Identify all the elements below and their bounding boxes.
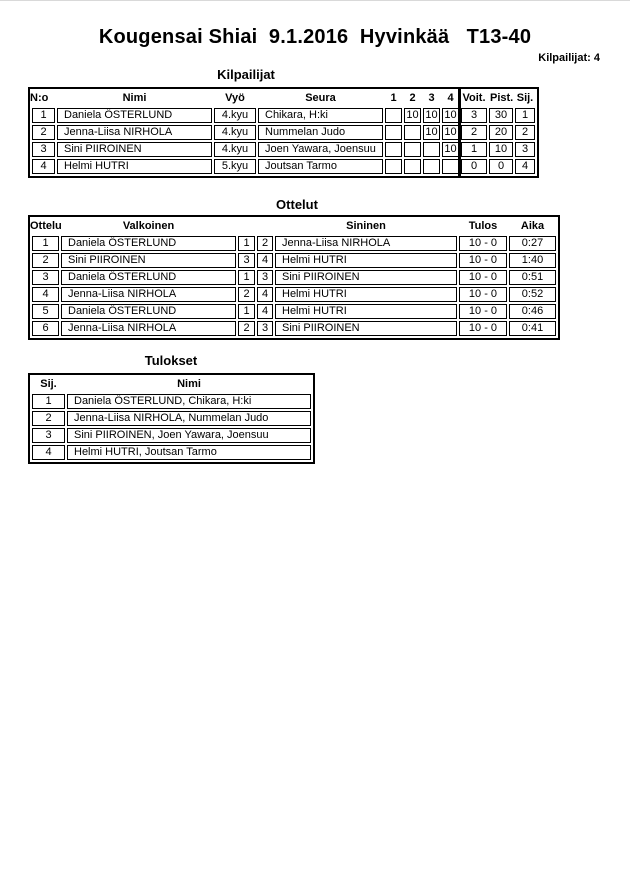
cell-match-2: 10: [404, 108, 421, 123]
cell-seura: Nummelan Judo: [258, 125, 383, 140]
col-header-sij: Sij.: [516, 92, 534, 104]
col-header-match-3: 3: [428, 92, 435, 104]
cell-no: 4: [32, 159, 55, 174]
col-header-match-4: 4: [447, 92, 454, 104]
cell-tulos: 10 - 0: [459, 270, 507, 285]
cell-sininen: Jenna-Liisa NIRHOLA: [275, 236, 457, 251]
cell-aika: 0:46: [509, 304, 556, 319]
tulokset-table-wrapper: [28, 373, 315, 464]
cell-pist: 30: [489, 108, 513, 123]
cell-sininen: Helmi HUTRI: [275, 287, 457, 302]
cell-match-1: [385, 108, 402, 123]
cell-voit: 3: [461, 108, 487, 123]
cell-sininen: Helmi HUTRI: [275, 253, 457, 268]
cell-match-4: 10: [442, 108, 459, 123]
col-header-sininen: Sininen: [346, 220, 386, 232]
cell-pist: 0: [489, 159, 513, 174]
col-header-pist: Pist.: [490, 92, 514, 104]
col-header-white-number: [238, 219, 255, 234]
cell-nimi: Helmi HUTRI, Joutsan Tarmo: [67, 445, 311, 460]
cell-valkoinen: Sini PIIROINEN: [61, 253, 236, 268]
section-label-kilpailijat: Kilpailijat: [217, 67, 275, 82]
table-row: [32, 287, 556, 302]
col-header-voit: Voit.: [462, 92, 486, 104]
cell-white-number: 1: [238, 236, 255, 251]
cell-match-no: 2: [32, 253, 59, 268]
cell-blue-number: 2: [257, 236, 273, 251]
cell-nimi: Daniela ÖSTERLUND, Chikara, H:ki: [67, 394, 311, 409]
cell-tulos: 10 - 0: [459, 304, 507, 319]
table-row: [32, 411, 311, 426]
col-header-valkoinen: Valkoinen: [122, 220, 175, 232]
cell-aika: 0:27: [509, 236, 556, 251]
col-header-tulos: Tulos: [468, 220, 498, 232]
cell-sij: 2: [515, 125, 535, 140]
cell-sij: 4: [32, 445, 65, 460]
cell-match-2: [404, 125, 421, 140]
table-header-row: [32, 219, 556, 234]
cell-sij: 2: [32, 411, 65, 426]
cell-match-1: [385, 159, 402, 174]
cell-vyo: 5.kyu: [214, 159, 256, 174]
cell-nimi: Sini PIIROINEN: [57, 142, 212, 157]
cell-sininen: Sini PIIROINEN: [275, 270, 457, 285]
cell-sininen: Helmi HUTRI: [275, 304, 457, 319]
col-header-vyo: Vyö: [225, 92, 245, 104]
col-header-nimi: Nimi: [122, 92, 147, 104]
cell-no: 1: [32, 108, 55, 123]
cell-valkoinen: Jenna-Liisa NIRHOLA: [61, 321, 236, 336]
cell-no: 2: [32, 125, 55, 140]
table-row: [32, 394, 311, 409]
cell-aika: 1:40: [509, 253, 556, 268]
cell-blue-number: 4: [257, 304, 273, 319]
table-row: [32, 428, 311, 443]
col-header-match-2: 2: [409, 92, 416, 104]
cell-valkoinen: Daniela ÖSTERLUND: [61, 236, 236, 251]
cell-white-number: 2: [238, 287, 255, 302]
cell-blue-number: 4: [257, 287, 273, 302]
cell-match-4: [442, 159, 459, 174]
cell-match-3: [423, 142, 440, 157]
cell-seura: Joutsan Tarmo: [258, 159, 383, 174]
ottelut-table-wrapper: [28, 215, 560, 340]
col-header-ottelu: Ottelu: [30, 220, 62, 232]
cell-white-number: 1: [238, 304, 255, 319]
table-row: [32, 321, 556, 336]
cell-sij: 3: [515, 142, 535, 157]
cell-match-4: 10: [442, 142, 459, 157]
cell-sij: 1: [515, 108, 535, 123]
cell-match-3: 10: [423, 125, 440, 140]
cell-sininen: Sini PIIROINEN: [275, 321, 457, 336]
cell-pist: 10: [489, 142, 513, 157]
cell-voit: 1: [461, 142, 487, 157]
cell-match-3: [423, 159, 440, 174]
table-row: [32, 270, 556, 285]
cell-tulos: 10 - 0: [459, 236, 507, 251]
tulokset-table: [28, 373, 315, 464]
cell-white-number: 1: [238, 270, 255, 285]
section-label-tulokset: Tulokset: [144, 353, 198, 368]
cell-voit: 0: [461, 159, 487, 174]
ottelut-table: [28, 215, 560, 340]
cell-tulos: 10 - 0: [459, 253, 507, 268]
thick-column-divider: [458, 87, 461, 178]
col-header-nimi: Nimi: [177, 378, 201, 390]
section-label-ottelut: Ottelut: [276, 197, 318, 212]
col-header-seura: Seura: [305, 92, 336, 104]
cell-nimi: Daniela ÖSTERLUND: [57, 108, 212, 123]
cell-blue-number: 4: [257, 253, 273, 268]
cell-pist: 20: [489, 125, 513, 140]
kilpailijat-table-wrapper: [28, 87, 539, 178]
cell-valkoinen: Jenna-Liisa NIRHOLA: [61, 287, 236, 302]
cell-vyo: 4.kyu: [214, 142, 256, 157]
cell-sij: 3: [32, 428, 65, 443]
table-row: [32, 253, 556, 268]
cell-aika: 0:51: [509, 270, 556, 285]
cell-nimi: Sini PIIROINEN, Joen Yawara, Joensuu: [67, 428, 311, 443]
cell-aika: 0:52: [509, 287, 556, 302]
col-header-match-1: 1: [390, 92, 397, 104]
cell-match-1: [385, 142, 402, 157]
cell-sij: 1: [32, 394, 65, 409]
table-header-row: [32, 377, 311, 392]
kilpailijat-table: [28, 87, 539, 178]
cell-voit: 2: [461, 125, 487, 140]
cell-match-3: 10: [423, 108, 440, 123]
cell-white-number: 3: [238, 253, 255, 268]
col-header-sij: Sij.: [40, 378, 57, 390]
cell-match-no: 5: [32, 304, 59, 319]
cell-nimi: Jenna-Liisa NIRHOLA, Nummelan Judo: [67, 411, 311, 426]
cell-vyo: 4.kyu: [214, 108, 256, 123]
competitors-count: Kilpailijat: 4: [538, 52, 600, 64]
cell-match-1: [385, 125, 402, 140]
cell-match-4: 10: [442, 125, 459, 140]
cell-blue-number: 3: [257, 270, 273, 285]
cell-match-2: [404, 142, 421, 157]
cell-seura: Chikara, H:ki: [258, 108, 383, 123]
cell-match-no: 6: [32, 321, 59, 336]
col-header-aika: Aika: [520, 220, 545, 232]
cell-white-number: 2: [238, 321, 255, 336]
cell-no: 3: [32, 142, 55, 157]
cell-valkoinen: Daniela ÖSTERLUND: [61, 270, 236, 285]
cell-match-2: [404, 159, 421, 174]
cell-match-no: 3: [32, 270, 59, 285]
cell-seura: Joen Yawara, Joensuu: [258, 142, 383, 157]
table-row: [32, 445, 311, 460]
cell-match-no: 4: [32, 287, 59, 302]
cell-aika: 0:41: [509, 321, 556, 336]
cell-vyo: 4.kyu: [214, 125, 256, 140]
cell-tulos: 10 - 0: [459, 321, 507, 336]
cell-tulos: 10 - 0: [459, 287, 507, 302]
cell-blue-number: 3: [257, 321, 273, 336]
page-title: Kougensai Shiai 9.1.2016 Hyvinkää T13-40: [98, 26, 532, 48]
cell-nimi: Jenna-Liisa NIRHOLA: [57, 125, 212, 140]
cell-sij: 4: [515, 159, 535, 174]
table-row: [32, 236, 556, 251]
cell-nimi: Helmi HUTRI: [57, 159, 212, 174]
col-header-blue-number: [257, 219, 273, 234]
cell-match-no: 1: [32, 236, 59, 251]
table-row: [32, 304, 556, 319]
cell-valkoinen: Daniela ÖSTERLUND: [61, 304, 236, 319]
col-header-no: N:o: [30, 92, 49, 104]
